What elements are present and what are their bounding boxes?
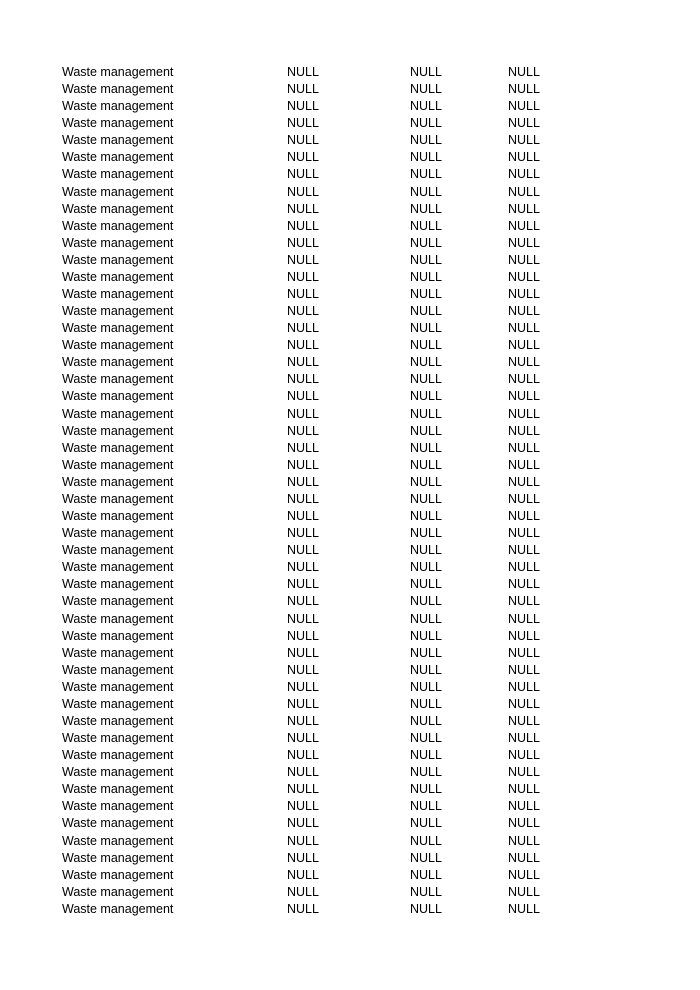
value-cell: NULL <box>508 543 540 558</box>
category-cell: Waste management <box>62 696 174 711</box>
value-cell: NULL <box>508 252 540 267</box>
table-row <box>0 474 700 491</box>
table-row <box>0 218 700 235</box>
table-row <box>0 371 700 388</box>
value-cell: NULL <box>410 765 442 780</box>
category-cell: Waste management <box>62 901 174 916</box>
value-cell: NULL <box>508 594 540 609</box>
table-row <box>0 662 700 679</box>
value-cell: NULL <box>410 184 442 199</box>
value-cell: NULL <box>508 713 540 728</box>
value-cell: NULL <box>410 696 442 711</box>
value-cell: NULL <box>287 167 319 182</box>
value-cell: NULL <box>287 372 319 387</box>
value-cell: NULL <box>410 526 442 541</box>
category-cell: Waste management <box>62 338 174 353</box>
value-cell: NULL <box>287 423 319 438</box>
value-cell: NULL <box>508 269 540 284</box>
category-cell: Waste management <box>62 594 174 609</box>
category-cell: Waste management <box>62 679 174 694</box>
value-cell: NULL <box>410 252 442 267</box>
value-cell: NULL <box>287 696 319 711</box>
value-cell: NULL <box>508 372 540 387</box>
category-cell: Waste management <box>62 457 174 472</box>
category-cell: Waste management <box>62 287 174 302</box>
category-cell: Waste management <box>62 116 174 131</box>
value-cell: NULL <box>287 252 319 267</box>
value-cell: NULL <box>410 850 442 865</box>
table-row <box>0 64 700 81</box>
table-row <box>0 388 700 405</box>
value-cell: NULL <box>410 99 442 114</box>
table-row <box>0 798 700 815</box>
value-cell: NULL <box>508 901 540 916</box>
value-cell: NULL <box>287 782 319 797</box>
table-row <box>0 354 700 371</box>
value-cell: NULL <box>287 474 319 489</box>
value-cell: NULL <box>508 833 540 848</box>
value-cell: NULL <box>287 184 319 199</box>
value-cell: NULL <box>410 731 442 746</box>
value-cell: NULL <box>410 543 442 558</box>
category-cell: Waste management <box>62 731 174 746</box>
value-cell: NULL <box>508 662 540 677</box>
table-row <box>0 901 700 918</box>
value-cell: NULL <box>410 389 442 404</box>
value-cell: NULL <box>410 406 442 421</box>
table-row <box>0 696 700 713</box>
value-cell: NULL <box>508 65 540 79</box>
value-cell: NULL <box>508 679 540 694</box>
category-cell: Waste management <box>62 474 174 489</box>
value-cell: NULL <box>287 287 319 302</box>
category-cell: Waste management <box>62 765 174 780</box>
category-cell: Waste management <box>62 628 174 643</box>
value-cell: NULL <box>287 901 319 916</box>
value-cell: NULL <box>287 355 319 370</box>
category-cell: Waste management <box>62 423 174 438</box>
category-cell: Waste management <box>62 355 174 370</box>
value-cell: NULL <box>287 560 319 575</box>
value-cell: NULL <box>410 799 442 814</box>
table-row <box>0 559 700 576</box>
value-cell: NULL <box>287 628 319 643</box>
table-row <box>0 611 700 628</box>
value-cell: NULL <box>508 116 540 131</box>
value-cell: NULL <box>508 304 540 319</box>
value-cell: NULL <box>508 491 540 506</box>
category-cell: Waste management <box>62 150 174 165</box>
value-cell: NULL <box>410 594 442 609</box>
table-row <box>0 850 700 867</box>
value-cell: NULL <box>287 338 319 353</box>
table-row <box>0 184 700 201</box>
value-cell: NULL <box>508 287 540 302</box>
value-cell: NULL <box>508 321 540 336</box>
table-row <box>0 81 700 98</box>
value-cell: NULL <box>410 82 442 97</box>
table-row <box>0 286 700 303</box>
value-cell: NULL <box>508 628 540 643</box>
category-cell: Waste management <box>62 543 174 558</box>
value-cell: NULL <box>508 731 540 746</box>
value-cell: NULL <box>410 440 442 455</box>
table-row <box>0 132 700 149</box>
table-row <box>0 593 700 610</box>
value-cell: NULL <box>287 713 319 728</box>
value-cell: NULL <box>410 355 442 370</box>
table-row <box>0 252 700 269</box>
value-cell: NULL <box>287 731 319 746</box>
category-cell: Waste management <box>62 884 174 899</box>
value-cell: NULL <box>287 594 319 609</box>
value-cell: NULL <box>410 321 442 336</box>
table-row <box>0 764 700 781</box>
value-cell: NULL <box>508 167 540 182</box>
table-row <box>0 303 700 320</box>
value-cell: NULL <box>410 65 442 79</box>
table-row <box>0 235 700 252</box>
value-cell: NULL <box>508 389 540 404</box>
value-cell: NULL <box>508 406 540 421</box>
value-cell: NULL <box>287 150 319 165</box>
value-cell: NULL <box>508 457 540 472</box>
category-cell: Waste management <box>62 867 174 882</box>
value-cell: NULL <box>287 884 319 899</box>
value-cell: NULL <box>287 867 319 882</box>
table-row <box>0 337 700 354</box>
category-cell: Waste management <box>62 816 174 831</box>
table-row <box>0 115 700 132</box>
value-cell: NULL <box>287 304 319 319</box>
value-cell: NULL <box>287 509 319 524</box>
category-cell: Waste management <box>62 713 174 728</box>
value-cell: NULL <box>508 560 540 575</box>
category-cell: Waste management <box>62 304 174 319</box>
value-cell: NULL <box>287 833 319 848</box>
category-cell: Waste management <box>62 218 174 233</box>
category-cell: Waste management <box>62 252 174 267</box>
value-cell: NULL <box>410 269 442 284</box>
table-row <box>0 645 700 662</box>
table-row <box>0 815 700 832</box>
table-row <box>0 628 700 645</box>
table-row <box>0 491 700 508</box>
table-row <box>0 781 700 798</box>
value-cell: NULL <box>508 696 540 711</box>
value-cell: NULL <box>410 560 442 575</box>
value-cell: NULL <box>287 645 319 660</box>
category-cell: Waste management <box>62 99 174 114</box>
value-cell: NULL <box>410 816 442 831</box>
category-cell: Waste management <box>62 372 174 387</box>
value-cell: NULL <box>287 457 319 472</box>
value-cell: NULL <box>287 269 319 284</box>
table-row <box>0 747 700 764</box>
value-cell: NULL <box>508 748 540 763</box>
value-cell: NULL <box>508 338 540 353</box>
value-cell: NULL <box>410 679 442 694</box>
table-row <box>0 166 700 183</box>
value-cell: NULL <box>287 218 319 233</box>
table-row <box>0 884 700 901</box>
value-cell: NULL <box>287 816 319 831</box>
value-cell: NULL <box>287 99 319 114</box>
table-row <box>0 867 700 884</box>
table-row <box>0 440 700 457</box>
value-cell: NULL <box>410 748 442 763</box>
category-cell: Waste management <box>62 406 174 421</box>
value-cell: NULL <box>508 577 540 592</box>
value-cell: NULL <box>287 389 319 404</box>
table-row <box>0 269 700 286</box>
category-cell: Waste management <box>62 833 174 848</box>
value-cell: NULL <box>410 901 442 916</box>
value-cell: NULL <box>410 235 442 250</box>
table-row <box>0 508 700 525</box>
value-cell: NULL <box>287 321 319 336</box>
value-cell: NULL <box>410 167 442 182</box>
value-cell: NULL <box>410 713 442 728</box>
value-cell: NULL <box>287 526 319 541</box>
category-cell: Waste management <box>62 782 174 797</box>
value-cell: NULL <box>410 577 442 592</box>
value-cell: NULL <box>410 474 442 489</box>
category-cell: Waste management <box>62 645 174 660</box>
category-cell: Waste management <box>62 65 174 79</box>
category-cell: Waste management <box>62 440 174 455</box>
value-cell: NULL <box>410 833 442 848</box>
value-cell: NULL <box>508 474 540 489</box>
value-cell: NULL <box>410 150 442 165</box>
value-cell: NULL <box>287 748 319 763</box>
value-cell: NULL <box>508 201 540 216</box>
category-cell: Waste management <box>62 611 174 626</box>
category-cell: Waste management <box>62 577 174 592</box>
value-cell: NULL <box>287 662 319 677</box>
category-cell: Waste management <box>62 82 174 97</box>
table-row <box>0 201 700 218</box>
value-cell: NULL <box>508 423 540 438</box>
value-cell: NULL <box>508 150 540 165</box>
value-cell: NULL <box>287 543 319 558</box>
value-cell: NULL <box>508 235 540 250</box>
value-cell: NULL <box>508 850 540 865</box>
value-cell: NULL <box>508 133 540 148</box>
value-cell: NULL <box>508 218 540 233</box>
table-row <box>0 149 700 166</box>
value-cell: NULL <box>410 491 442 506</box>
category-cell: Waste management <box>62 389 174 404</box>
value-cell: NULL <box>287 679 319 694</box>
value-cell: NULL <box>508 526 540 541</box>
category-cell: Waste management <box>62 850 174 865</box>
category-cell: Waste management <box>62 509 174 524</box>
value-cell: NULL <box>508 884 540 899</box>
table-row <box>0 98 700 115</box>
value-cell: NULL <box>287 82 319 97</box>
value-cell: NULL <box>287 235 319 250</box>
value-cell: NULL <box>410 611 442 626</box>
value-cell: NULL <box>287 611 319 626</box>
value-cell: NULL <box>410 338 442 353</box>
data-table <box>0 64 700 918</box>
value-cell: NULL <box>287 850 319 865</box>
value-cell: NULL <box>410 662 442 677</box>
value-cell: NULL <box>287 491 319 506</box>
value-cell: NULL <box>410 304 442 319</box>
table-row <box>0 457 700 474</box>
value-cell: NULL <box>508 82 540 97</box>
value-cell: NULL <box>508 782 540 797</box>
value-cell: NULL <box>287 440 319 455</box>
category-cell: Waste management <box>62 799 174 814</box>
value-cell: NULL <box>410 884 442 899</box>
category-cell: Waste management <box>62 560 174 575</box>
table-row <box>0 320 700 337</box>
value-cell: NULL <box>410 867 442 882</box>
value-cell: NULL <box>287 65 319 79</box>
value-cell: NULL <box>410 372 442 387</box>
table-row <box>0 833 700 850</box>
value-cell: NULL <box>508 867 540 882</box>
value-cell: NULL <box>287 201 319 216</box>
value-cell: NULL <box>410 116 442 131</box>
category-cell: Waste management <box>62 167 174 182</box>
table-row <box>0 525 700 542</box>
table-row <box>0 679 700 696</box>
table-row <box>0 576 700 593</box>
value-cell: NULL <box>508 99 540 114</box>
value-cell: NULL <box>410 287 442 302</box>
table-row <box>0 713 700 730</box>
value-cell: NULL <box>508 799 540 814</box>
value-cell: NULL <box>410 201 442 216</box>
value-cell: NULL <box>287 116 319 131</box>
value-cell: NULL <box>508 645 540 660</box>
category-cell: Waste management <box>62 662 174 677</box>
table-row <box>0 423 700 440</box>
value-cell: NULL <box>410 509 442 524</box>
value-cell: NULL <box>508 509 540 524</box>
category-cell: Waste management <box>62 269 174 284</box>
value-cell: NULL <box>410 782 442 797</box>
value-cell: NULL <box>410 457 442 472</box>
value-cell: NULL <box>287 765 319 780</box>
value-cell: NULL <box>287 133 319 148</box>
category-cell: Waste management <box>62 321 174 336</box>
category-cell: Waste management <box>62 184 174 199</box>
category-cell: Waste management <box>62 526 174 541</box>
category-cell: Waste management <box>62 235 174 250</box>
table-row <box>0 406 700 423</box>
value-cell: NULL <box>410 218 442 233</box>
value-cell: NULL <box>410 133 442 148</box>
value-cell: NULL <box>508 440 540 455</box>
value-cell: NULL <box>508 355 540 370</box>
category-cell: Waste management <box>62 491 174 506</box>
table-row <box>0 730 700 747</box>
value-cell: NULL <box>410 423 442 438</box>
value-cell: NULL <box>410 645 442 660</box>
category-cell: Waste management <box>62 133 174 148</box>
category-cell: Waste management <box>62 201 174 216</box>
value-cell: NULL <box>410 628 442 643</box>
value-cell: NULL <box>287 406 319 421</box>
value-cell: NULL <box>508 184 540 199</box>
category-cell: Waste management <box>62 748 174 763</box>
table-row <box>0 542 700 559</box>
value-cell: NULL <box>508 765 540 780</box>
value-cell: NULL <box>287 577 319 592</box>
value-cell: NULL <box>508 816 540 831</box>
value-cell: NULL <box>508 611 540 626</box>
value-cell: NULL <box>287 799 319 814</box>
